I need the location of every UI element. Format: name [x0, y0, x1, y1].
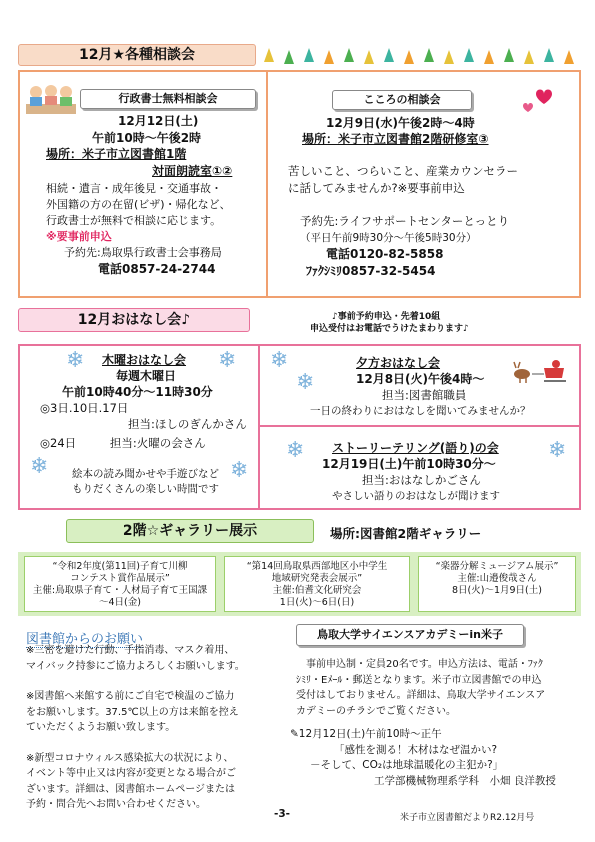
snowflake-icon: ❄ — [30, 454, 49, 479]
thursday-sub: 毎週木曜日 — [116, 369, 177, 383]
evening-story — [310, 355, 576, 419]
thursday-title: 木曜おはなし会 — [102, 353, 187, 367]
gallery-item: “楽器分解ミュージアム展示” 主催:山邉俊哉さん 8日(火)～1月9日(土) — [418, 556, 576, 612]
snowflake-icon: ❄ — [66, 348, 85, 373]
legal-note: ※要事前申込 — [46, 230, 112, 243]
mind-consult-title: こころの相談会 — [332, 90, 472, 110]
science-event: ✎12月12日(土)午前10時～正午 「感性を測る！木材はなぜ温かい? －そして、CO₂は地球温暖化の主犯か?」 工学部機械物理系学科 小畑 良洋教授 — [290, 727, 580, 789]
thursday-desc: 絵本の読み聞かせや手遊びなど もりだくさんの楽しい時間です — [72, 468, 219, 495]
mind-consult-details — [300, 115, 578, 147]
hearts-icon — [518, 82, 558, 116]
thursday-staff: 担当:ほしのぎんかさん — [128, 417, 247, 431]
snowflake-icon: ❄ — [218, 348, 237, 373]
issue-label: 米子市立図書館だよりR2.12月号 — [400, 813, 535, 823]
snowflake-icon: ❄ — [270, 348, 289, 373]
legal-phone: 電話0857-24-2744 — [98, 262, 216, 276]
consult-header: 12月★各種相談会 — [18, 44, 256, 66]
telling-date: 12月19日(土)午前10時30分～ — [322, 457, 496, 471]
telling-desc: やさしい語りのおはなしが聞けます — [332, 490, 500, 502]
snowflake-icon: ❄ — [548, 438, 567, 463]
science-date: ✎12月12日(土)午前10時～正午 — [290, 728, 442, 740]
science-body: 事前申込制・定員20名です。申込方法は、電話・ﾌｧｸ ｼﾐﾘ・Eﾒｰﾙ・郵送となります。米子市立図書館での申込 受付はしておりません。詳細は、鳥取大学サイエンスア カデミーのチラシでご覧ください。 — [296, 659, 546, 717]
legal-consult-title: 行政書士無料相談会 — [80, 89, 256, 109]
request-body: ※三密を避けた行動、手指消毒、マスク着用、 マイバック持参にご協力よろしくお願いします。 ※図書館へ来館する前にご自宅で検温のご協力 をお願いします。37.5℃以上の方は来館を控え ていただくようお願い致します。 ※新型コロナウィルス感染拡大の状況により、 イベント等中止又は内容が変更となる場合がご ざいます。詳細は、図書館ホームページまたは 予約・問合先へお問い合わせください。 — [26, 645, 245, 810]
snowflake-icon: ❄ — [286, 438, 305, 463]
gallery-place: 場所:図書館2階ギャラリー — [330, 526, 482, 541]
thursday-dates: ◎3日.10日.17日 — [40, 401, 129, 415]
story-divider-v — [258, 346, 260, 508]
snowflake-icon: ❄ — [296, 370, 315, 395]
story-reservation-note: ♪事前予約申込・先着10組 申込受付はお電話でうけたまわります♪ — [310, 312, 469, 334]
telling-title: ストーリーテリング(語り)の会 — [332, 441, 499, 455]
legal-room: 対面朗読室①② — [152, 163, 233, 178]
mind-contact: 予約先:ライフサポートセンターとっとり （平日午前9時30分～午後5時30分） 電話0120-82-5858 ﾌｧｸｼﾐﾘ0857-32-5454 — [300, 214, 510, 278]
thursday-story — [40, 348, 256, 432]
legal-place: 場所：米子市立図書館1階 — [46, 147, 187, 161]
science-title: 鳥取大学サイエンスアカデミーin米子 — [296, 624, 524, 646]
legal-description: 相続・遺言・成年後見・交通事故・ 外国籍の方の在留(ビザ)・帰化など、 行政書士が無料で相談に応じます。 ※要事前申込 予約先:鳥取県行政書士会事務局 電話0857-24-2744 — [46, 181, 268, 277]
page-number: -3- — [274, 808, 291, 820]
legal-contact: 予約先:鳥取県行政書士会事務局 — [64, 246, 222, 259]
story-divider-h — [260, 425, 579, 427]
gallery-item: “令和2年度(第11回)子育て川柳 コンテスト賞作品展示” 主催:鳥取県子育て・人材局子育て王国課 ～4日(金) — [24, 556, 216, 612]
science-speaker: 工学部機械物理系学科 小畑 良洋教授 — [374, 774, 556, 787]
request-title: 図書館からのお願い — [26, 628, 143, 648]
story-header: 12月おはなし会♪ — [18, 308, 250, 332]
thursday-extra: ◎24日 担当:火曜の会さん — [40, 436, 206, 450]
legal-date: 12月12日(土) — [118, 114, 199, 128]
gallery-header: 2階☆ギャラリー展示 — [66, 519, 314, 543]
gallery-item: “第14回鳥取県西部地区小中学生 地域研究発表会展示” 主催:伯耆文化研究会 1日(火)～6日(日) — [224, 556, 410, 612]
legal-consult-details — [40, 113, 264, 179]
mind-description: 苦しいこと、つらいこと、産業カウンセラー に話してみませんか?※要事前申込 — [288, 164, 518, 195]
evening-title: 夕方おはなし会 — [356, 356, 441, 370]
evening-date: 12月8日(火)午後4時～ — [356, 372, 485, 386]
evening-desc: 一日の終わりにおはなしを聞いてみませんか？ — [310, 405, 531, 417]
tree-decoration — [262, 44, 582, 66]
people-illustration — [24, 82, 78, 116]
evening-staff: 担当:図書館職員 — [382, 388, 467, 402]
telling-story — [316, 440, 578, 504]
legal-time: 午前10時～午後2時 — [92, 130, 202, 145]
mind-date: 12月9日(水)午後2時～4時 — [326, 116, 475, 130]
mind-place: 場所：米子市立図書館2階研修室③ — [302, 132, 489, 146]
telling-staff: 担当:おはなしかごさん — [362, 473, 481, 487]
snowflake-icon: ❄ — [230, 458, 249, 483]
thursday-time: 午前10時40分～11時30分 — [62, 385, 213, 399]
science-topic: 「感性を測る！木材はなぜ温かい? — [334, 743, 498, 756]
